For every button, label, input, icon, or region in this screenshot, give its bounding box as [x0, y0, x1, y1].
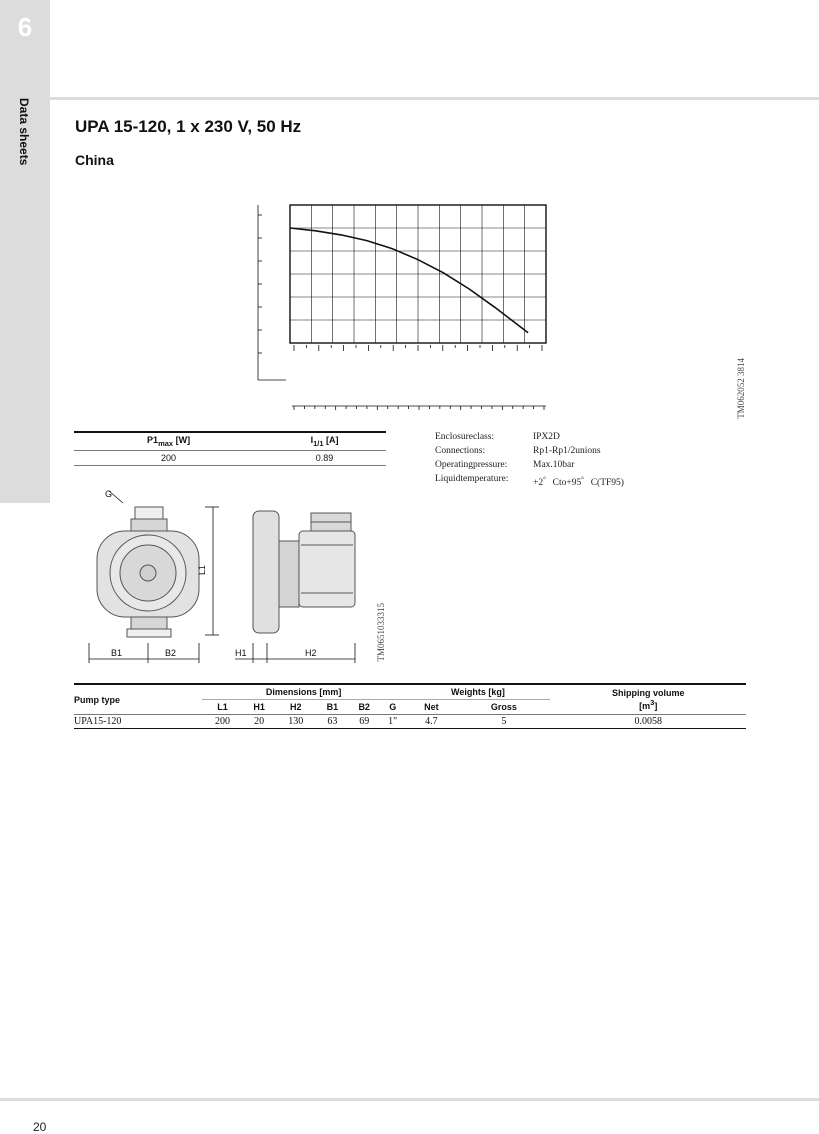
side-motor	[299, 531, 355, 607]
cell-b1: 63	[317, 715, 349, 729]
spec-list	[435, 432, 695, 488]
sub-header-net: Net	[405, 700, 457, 715]
chart-x-ticks	[292, 345, 546, 410]
front-bottom-union	[131, 617, 167, 629]
cell-b2: 69	[348, 715, 380, 729]
cell-h1: 20	[243, 715, 275, 729]
label-h2: H2	[305, 648, 317, 658]
spec-row: Operatingpressure: Max.10bar	[435, 460, 575, 470]
footer-rule	[0, 1098, 819, 1101]
label-b1: B1	[111, 648, 123, 658]
sub-header-g: G	[380, 700, 405, 715]
pump-curve-line	[290, 228, 528, 333]
spec-row: Liquidtemperature: +2゜Cto+95゜C(TF95)	[435, 474, 624, 488]
page-number: 20	[33, 1120, 47, 1134]
drawing-code: TM0651033315	[376, 603, 386, 662]
power-table	[74, 431, 386, 466]
sub-header-gross: Gross	[457, 700, 550, 715]
front-screw	[140, 565, 156, 581]
chart-y-ticks	[258, 205, 286, 380]
cell-gross: 5	[457, 715, 550, 729]
cell-net: 4.7	[405, 715, 457, 729]
cell-g: 1"	[380, 715, 405, 729]
dimensions-table	[74, 683, 746, 729]
cell-h2: 130	[275, 715, 316, 729]
chart-grid	[290, 205, 546, 343]
section-tab	[0, 0, 50, 503]
sub-header-h1: H1	[243, 700, 275, 715]
section-label: Data sheets	[17, 98, 31, 166]
cell-l1: 200	[202, 715, 243, 729]
front-top-nut	[135, 507, 163, 519]
chart-code: TM062052 3814	[736, 358, 746, 419]
sub-header-b1: B1	[317, 700, 349, 715]
label-b2: B2	[165, 648, 177, 658]
sub-header-b2: B2	[348, 700, 380, 715]
page-title: UPA 15-120, 1 x 230 V, 50 Hz	[75, 117, 302, 136]
pump-curve-chart	[250, 195, 560, 410]
page-subtitle: China	[75, 152, 114, 168]
label-g: G	[105, 489, 113, 499]
side-neck	[279, 541, 299, 607]
side-pipe-body	[253, 511, 279, 633]
pump-type-header: Pump type	[74, 684, 202, 715]
cell-pump-type: UPA15-120	[74, 715, 202, 729]
section-number: 6	[17, 12, 33, 42]
sub-header-h2: H2	[275, 700, 316, 715]
spec-row: Enclosureclass: IPX2D	[435, 432, 560, 442]
table-row	[74, 715, 746, 729]
p1-header: $P1_{max}$ [W]	[74, 432, 263, 450]
weights-header: Weights [kg]	[405, 684, 550, 700]
header-rule	[50, 97, 819, 100]
shipping-volume-header: Shipping volume $[m^3]$	[550, 684, 746, 715]
front-bottom-nut	[127, 629, 171, 637]
p1-value: 200	[74, 450, 263, 465]
dimension-drawing	[75, 485, 395, 670]
spec-row: Connections: Rp1-Rp1/2unions	[435, 446, 601, 456]
current-header: $I_{1/1}$ [A]	[263, 432, 386, 450]
current-value: 0.89	[263, 450, 386, 465]
label-h1: H1	[235, 648, 247, 658]
dimensions-header: Dimensions [mm]	[202, 684, 406, 700]
label-l1: L1	[197, 564, 207, 575]
sub-header-l1: L1	[202, 700, 243, 715]
cell-shipping-volume: 0.0058	[550, 715, 746, 729]
